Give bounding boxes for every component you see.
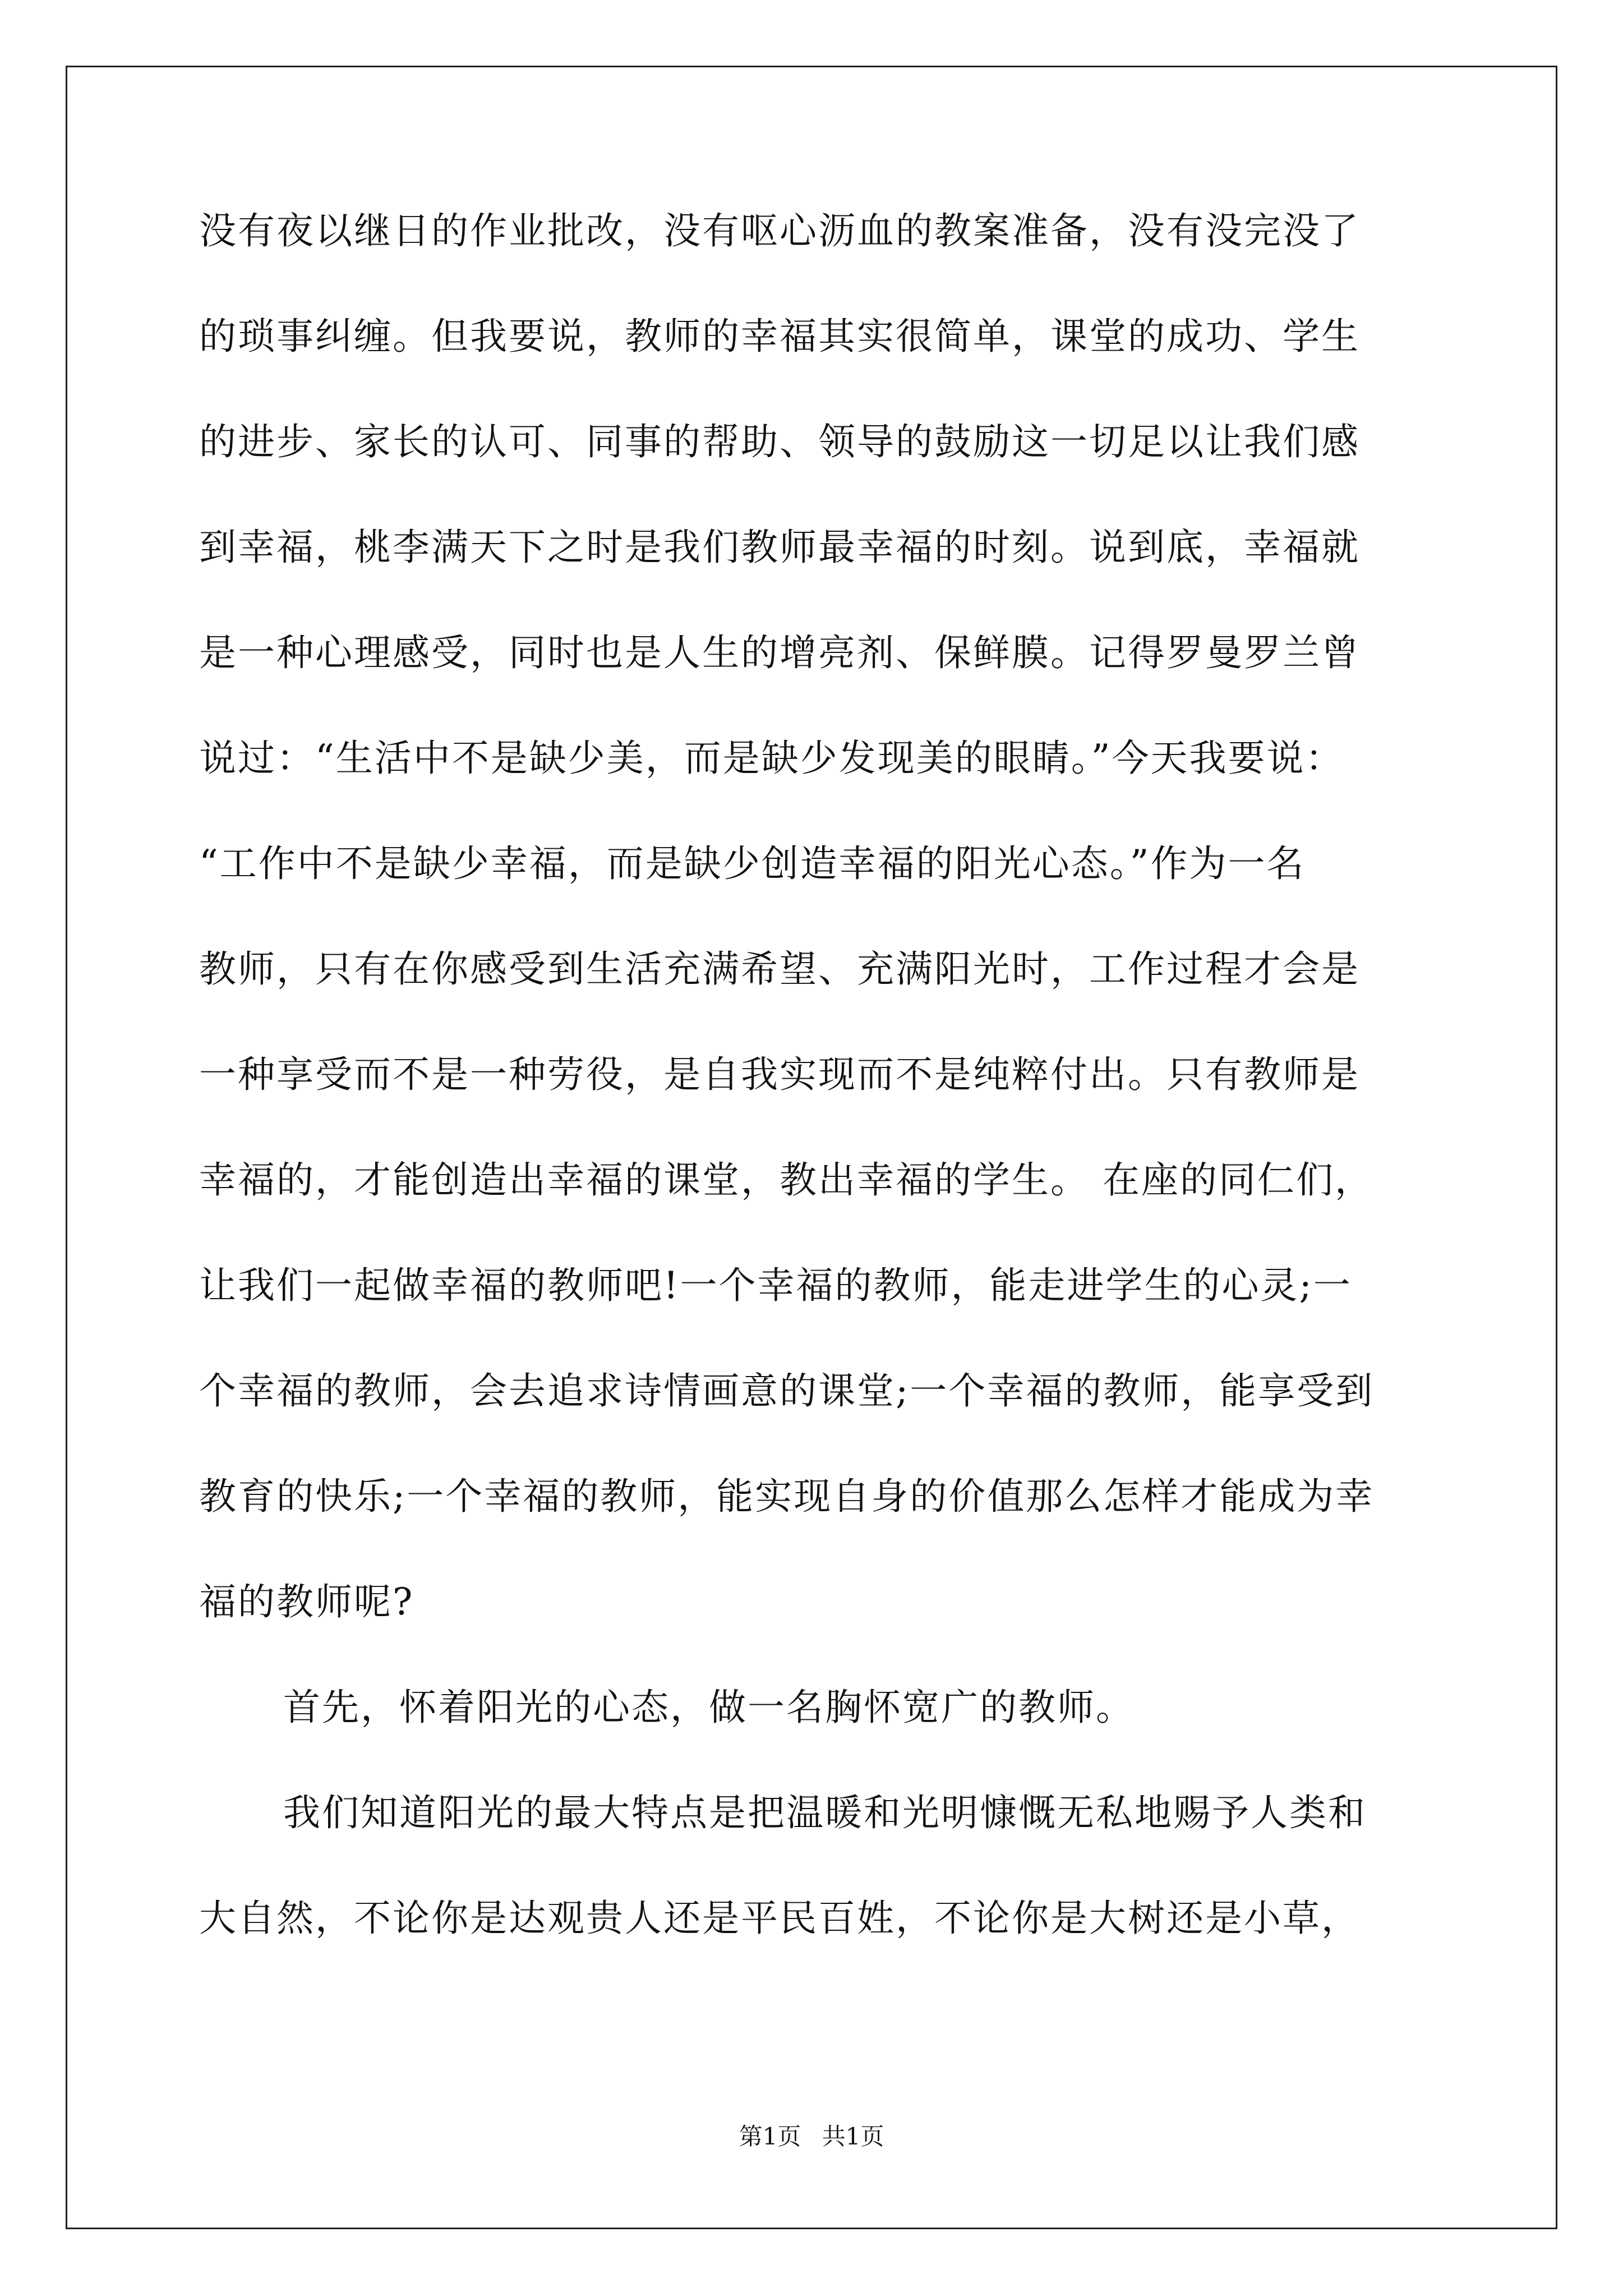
text-line: 到幸福，桃李满天下之时是我们教师最幸福的时刻。说到底，幸福就 xyxy=(199,526,1360,569)
text-line: 个幸福的教师，会去追求诗情画意的课堂;一个幸福的教师，能享受到 xyxy=(199,1369,1375,1412)
text-line: 一种享受而不是一种劳役，是自我实现而不是纯粹付出。只有教师是 xyxy=(199,1053,1360,1096)
text-line: 没有夜以继日的作业批改，没有呕心沥血的教案准备，没有没完没了 xyxy=(199,209,1360,252)
text-line: 福的教师呢? xyxy=(199,1580,414,1623)
text-line: 幸福的，才能创造出幸福的课堂，教出幸福的学生。 在座的同仁们， xyxy=(199,1158,1373,1202)
text-line: 的进步、家长的认可、同事的帮助、领导的鼓励这一切足以让我们感 xyxy=(199,420,1360,463)
document-body xyxy=(199,209,1450,2001)
text-line: 的琐事纠缠。但我要说，教师的幸福其实很简单，课堂的成功、学生 xyxy=(199,315,1360,358)
text-line: 大自然，不论你是达观贵人还是平民百姓，不论你是大树还是小草， xyxy=(199,1897,1360,1940)
text-line: 说过：“生活中不是缺少美，而是缺少发现美的眼睛。”今天我要说： xyxy=(199,737,1344,780)
text-line: 教师，只有在你感受到生活充满希望、充满阳光时，工作过程才会是 xyxy=(199,947,1360,991)
text-line: 让我们一起做幸福的教师吧!一个幸福的教师，能走进学生的心灵;一 xyxy=(199,1264,1352,1307)
paragraph-start-line: 首先，怀着阳光的心态，做一名胸怀宽广的教师。 xyxy=(283,1686,1135,1729)
text-line: 是一种心理感受，同时也是人生的增亮剂、保鲜膜。记得罗曼罗兰曾 xyxy=(199,631,1360,674)
text-line: “工作中不是缺少幸福，而是缺少创造幸福的阳光心态。”作为一名 xyxy=(199,842,1306,885)
paragraph-start-line: 我们知道阳光的最大特点是把温暖和光明慷慨无私地赐予人类和 xyxy=(283,1791,1367,1834)
page-number: 第1页 xyxy=(739,2123,801,2150)
text-line: 教育的快乐;一个幸福的教师，能实现自身的价值那么怎样才能成为幸 xyxy=(199,1475,1375,1518)
page-footer xyxy=(0,2118,1623,2152)
page-total: 共1页 xyxy=(822,2123,884,2150)
